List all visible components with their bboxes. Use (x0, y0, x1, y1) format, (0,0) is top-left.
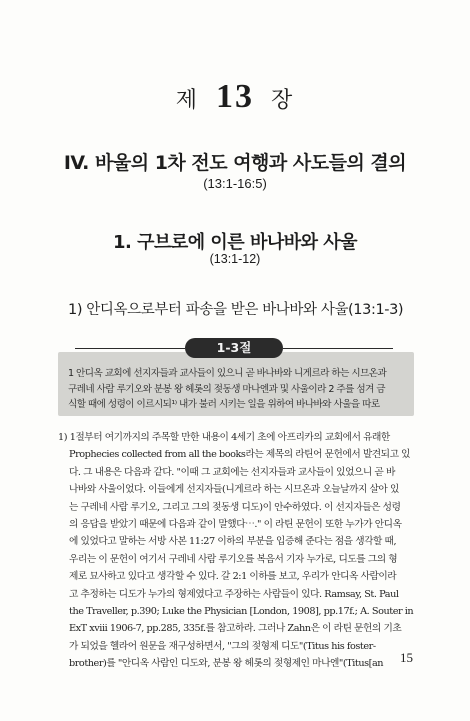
subsection-title: 1) 안디옥으로부터 파송을 받은 바나바와 사울(13:1-3) (68, 302, 404, 318)
footnote-line: brother)를 "안디옥 사람인 디도와, 분봉 왕 헤롯의 젖형제인 마나엔"(Titus[an (69, 658, 384, 670)
chapter-number: 13 (216, 78, 254, 115)
footnote (58, 429, 420, 673)
footnote-line: 1) 1절부터 여기까지의 주목할 만한 내용이 4세기 초에 아프리카의 교회에서 유래한 (58, 432, 390, 443)
section-title: 1. 구브로에 이른 바나바와 사울 (112, 232, 358, 253)
footnote-line: 가 되었을 헬라어 원문을 재구성하면서, "그의 젖형제 디도"(Titus his foster- (69, 640, 376, 652)
verse-text (68, 366, 408, 413)
verse-line: 구레네 사람 루기오와 분봉 왕 헤롯의 젖동생 마나엔과 및 사울이라 2 주를 섬겨 금 (68, 383, 386, 395)
verse-label: 1-3절 (185, 338, 283, 358)
footnote-line: ExT xviii 1906-7, pp.285, 335f.를 참고하라. 그러나 Zahn은 이 라틴 문헌의 기초 (69, 623, 402, 635)
page-number: 15 (400, 650, 413, 665)
footnote-line: 다. 그 내용은 다음과 같다. "이때 그 교회에는 선지자들과 교사들이 있었으니 곧 바 (69, 466, 395, 478)
chapter-prefix: 제 (175, 88, 199, 113)
verse-line: 식할 때에 성령이 이르시되¹⁾ 내가 불러 시키는 일을 위하여 바나바와 사울을 따로 (68, 399, 380, 410)
part-range: (13:1-16:5) (203, 176, 267, 191)
footnote-marker: 1) (58, 432, 68, 443)
footnote-line: 는 구레네 사람 루기오, 그리고 그의 젖동생 디도)이 안수하였다. 이 선지자들은 성령 (69, 501, 401, 513)
section-range: (13:1-12) (209, 252, 261, 266)
verse-line: 1 안디옥 교회에 선지자들과 교사들이 있으니 곧 바나바와 니게르라 하는 시므온과 (68, 368, 387, 379)
footnote-line: 의 응답을 받았기 때문에 다음과 같이 말했다⋯." 이 라틴 문헌이 또한 누가가 안디옥 (69, 519, 402, 531)
chapter-heading (0, 78, 470, 116)
footnote-line: 에 있었다고 말하는 서방 사본 11:27 이하의 부분을 입증해 준다는 점을 생각할 때, (69, 536, 397, 548)
footnote-line: 제로 묘사하고 있다고 생각할 수 있다. 갈 2:1 이하를 보고, 우리가 안디옥 사람이라 (69, 571, 397, 583)
footnote-line: 고 추정하는 디도가 누가의 형제였다고 주장하는 사람들이 있다. Ramsay, St. Paul (69, 588, 399, 600)
footnote-line: Prophecies collected from all the books라는 제목의 라틴어 문헌에서 발견되고 있 (69, 449, 411, 461)
part-title: IV. 바울의 1차 전도 여행과 사도들의 결의 (63, 152, 407, 174)
footnote-line: 우리는 이 문헌이 여기서 구레네 사람 루기오를 복음서 기자 누가로, 디도를 그의 형 (69, 553, 398, 565)
chapter-suffix: 장 (271, 88, 295, 113)
footnote-line: 나바와 사울이었다. 이들에게 선지자들(니게르라 하는 시므온과 오늘날까지 살아 있 (69, 484, 399, 496)
footnote-line: the Traveller, p.390; Luke the Physician [London, 1908], pp.17f.; A. Souter in (69, 606, 414, 618)
